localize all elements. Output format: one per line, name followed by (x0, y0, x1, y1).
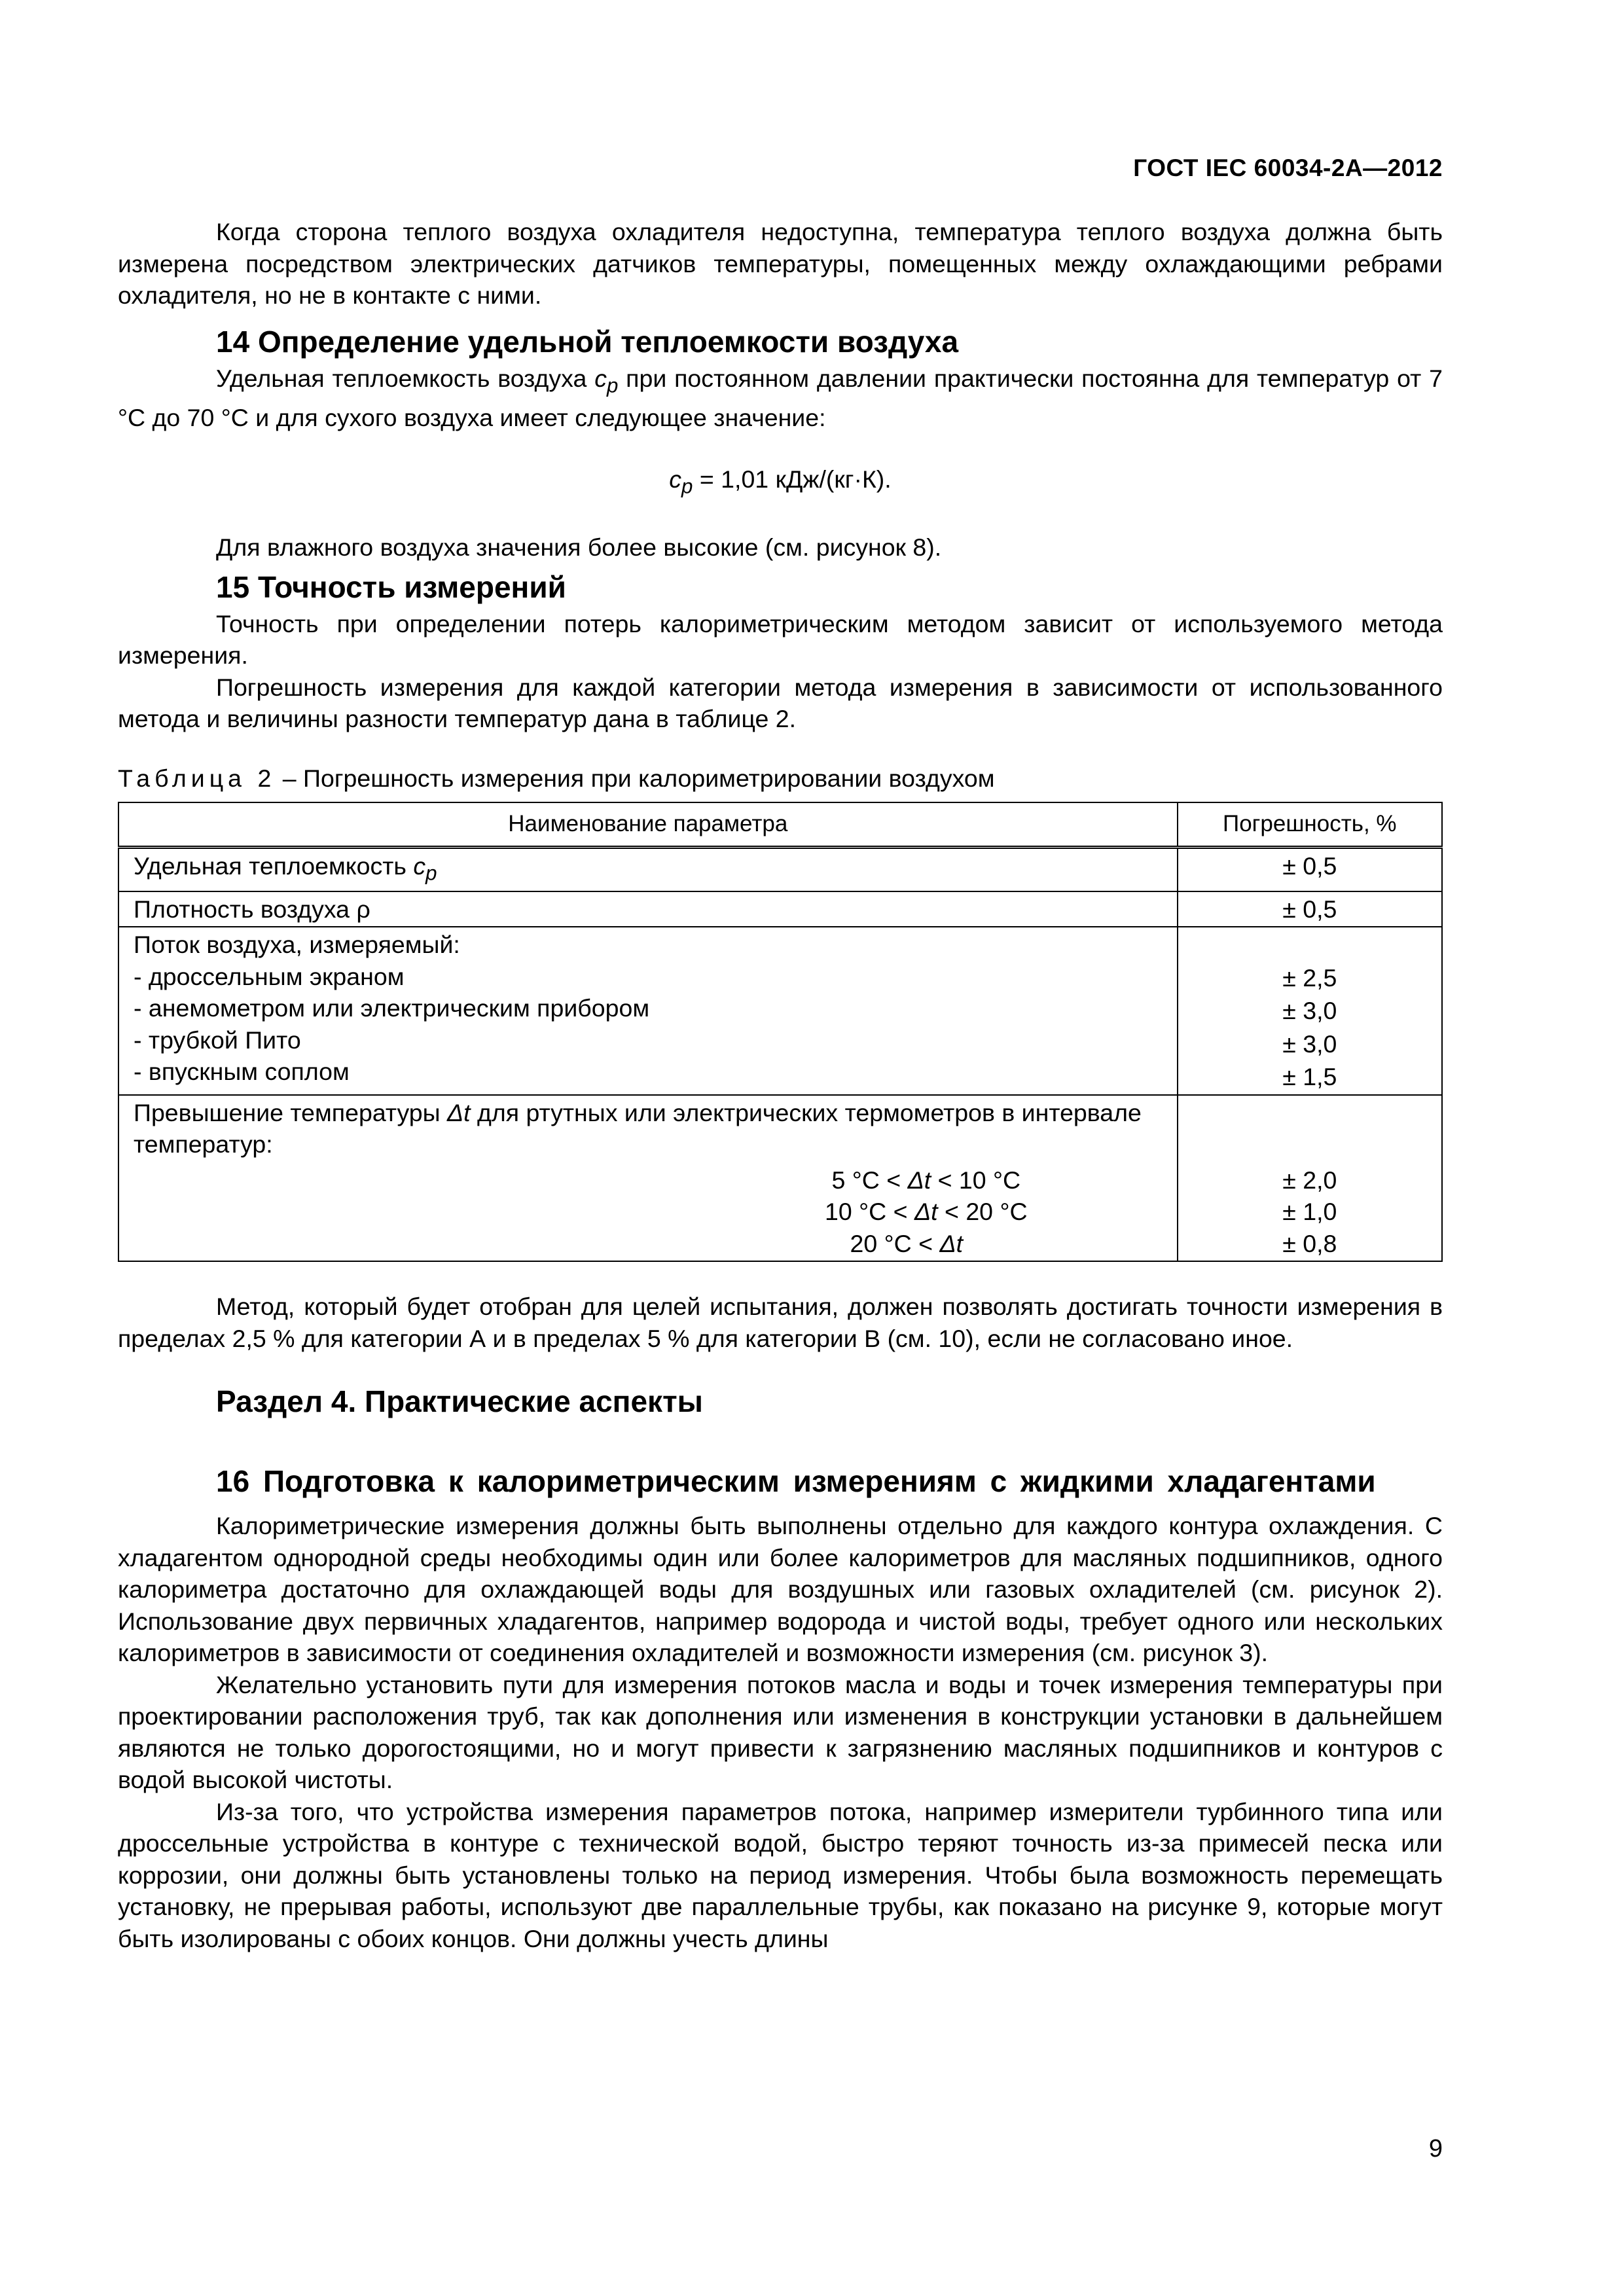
table-caption: Таблица 2 – Погрешность измерения при калориметрировании воздухом (118, 764, 995, 792)
table-row (118, 891, 1442, 927)
row-temperature-rise-label: Превышение температуры Δt для ртутных или электрических термометров в интервале температур: 5 °С < Δt < 10 °С 10 °С < Δt < 20 °С 20 °С < Δt (118, 1095, 1178, 1262)
row-temperature-rise-values: ± 2,0 ± 1,0 ± 0,8 (1178, 1095, 1442, 1262)
row-air-density-label: Плотность воздуха ρ (118, 891, 1178, 927)
row-air-flow-values: ± 2,5 ± 3,0 ± 3,0 ± 1,5 (1178, 927, 1442, 1095)
part-4-heading: Раздел 4. Практические аспекты (216, 1384, 703, 1418)
table-row (118, 1095, 1442, 1262)
row-specific-heat-label: Удельная теплоемкость $c_p$ (118, 847, 1178, 891)
intro-paragraph: Когда сторона теплого воздуха охладителя недоступна, температура теплого воздуха должна быть измерена посредством электрических датчиков температуры, помещенных между охлаждающими ребрами охладителя, но не в контакте с ними. (118, 218, 1443, 309)
page-number: 9 (1428, 2135, 1443, 2162)
table-header-row (118, 802, 1442, 847)
column-header-error: Погрешность, % (1178, 802, 1442, 847)
section-16-heading: 16 Подготовка к калориметрическим измерениям с жидкими хладагентами (216, 1464, 1376, 1498)
row-air-flow-label: Поток воздуха, измеряемый: - дроссельным экраном - анемометром или электрическим прибором - трубкой Пито - впускным соплом (118, 927, 1178, 1095)
section-15-paragraph-1: Точность при определении потерь калориметрическим методом зависит от используемого метода измерения. (118, 609, 1443, 669)
section-14-paragraph-2: Для влажного воздуха значения более высокие (см. рисунок 8). (216, 533, 942, 561)
section-16-paragraph-1: Калориметрические измерения должны быть выполнены отдельно для каждого контура охлаждения. С хладагентом однородной среды необходимы один или более калориметров для масляных подшипников, одного калориметра достаточно для охлаждающей воды для воздушных или газовых охладителей (см. рисунок 2). Использование двух первичных хладагентов, например водорода и чистой воды, требует одного или нескольких калориметров в зависимости от соединения охладителей и возможности измерения (см. рисунок 3). (118, 1512, 1443, 1666)
section-15-paragraph-2: Погрешность измерения для каждой категории метода измерения в зависимости от использованного метода и величины разности температур дана в таблице 2. (118, 673, 1443, 732)
accuracy-table (118, 802, 1443, 1262)
page-content (118, 216, 1443, 1954)
section-16-paragraph-2: Желательно установить пути для измерения потоков масла и воды и точек измерения температуры при проектировании расположения труб, так как дополнения или изменения в конструкции установки в дальнейшем являются не только дорогостоящими, но и могут привести к загрязнению масляных подшипников и контуров с водой высокой чистоты. (118, 1670, 1443, 1793)
row-specific-heat-value: ± 0,5 (1178, 847, 1442, 891)
after-table-paragraph: Метод, который будет отобран для целей испытания, должен позволять достигать точности измерения в пределах 2,5 % для категории А и в пределах 5 % для категории В (см. 10), если не согласовано иное. (118, 1293, 1443, 1352)
table-row (118, 847, 1442, 891)
column-header-parameter: Наименование параметра (118, 802, 1178, 847)
specific-heat-formula: $c_p = 1,01$ кДж/(кг·К). (669, 465, 892, 498)
section-14-paragraph-1: Удельная теплоемкость воздуха $c_p$ при постоянном давлении практически постоянна для температур от 7 °С до 70 °С и для сухого воздуха имеет следующее значение: (118, 364, 1443, 431)
table-row (118, 927, 1442, 1095)
row-air-density-value: ± 0,5 (1178, 891, 1442, 927)
section-16-paragraph-3: Из-за того, что устройства измерения параметров потока, например измерители турбинного типа или дроссельные устройства в контуре с технической водой, быстро теряют точность из-за примесей песка или коррозии, они должны быть установлены только на период измерения. Чтобы была возможность перемещать установку, не прерывая работы, используют две параллельные трубы, как показано на рисунке 9, которые могут быть изолированы с обоих концов. Они должны учесть длины (118, 1797, 1443, 1952)
document-header: ГОСТ IEC 60034-2A—2012 (1133, 154, 1443, 181)
section-14-heading: 14 Определение удельной теплоемкости воздуха (216, 324, 959, 359)
section-15-heading: 15 Точность измерений (216, 569, 566, 604)
